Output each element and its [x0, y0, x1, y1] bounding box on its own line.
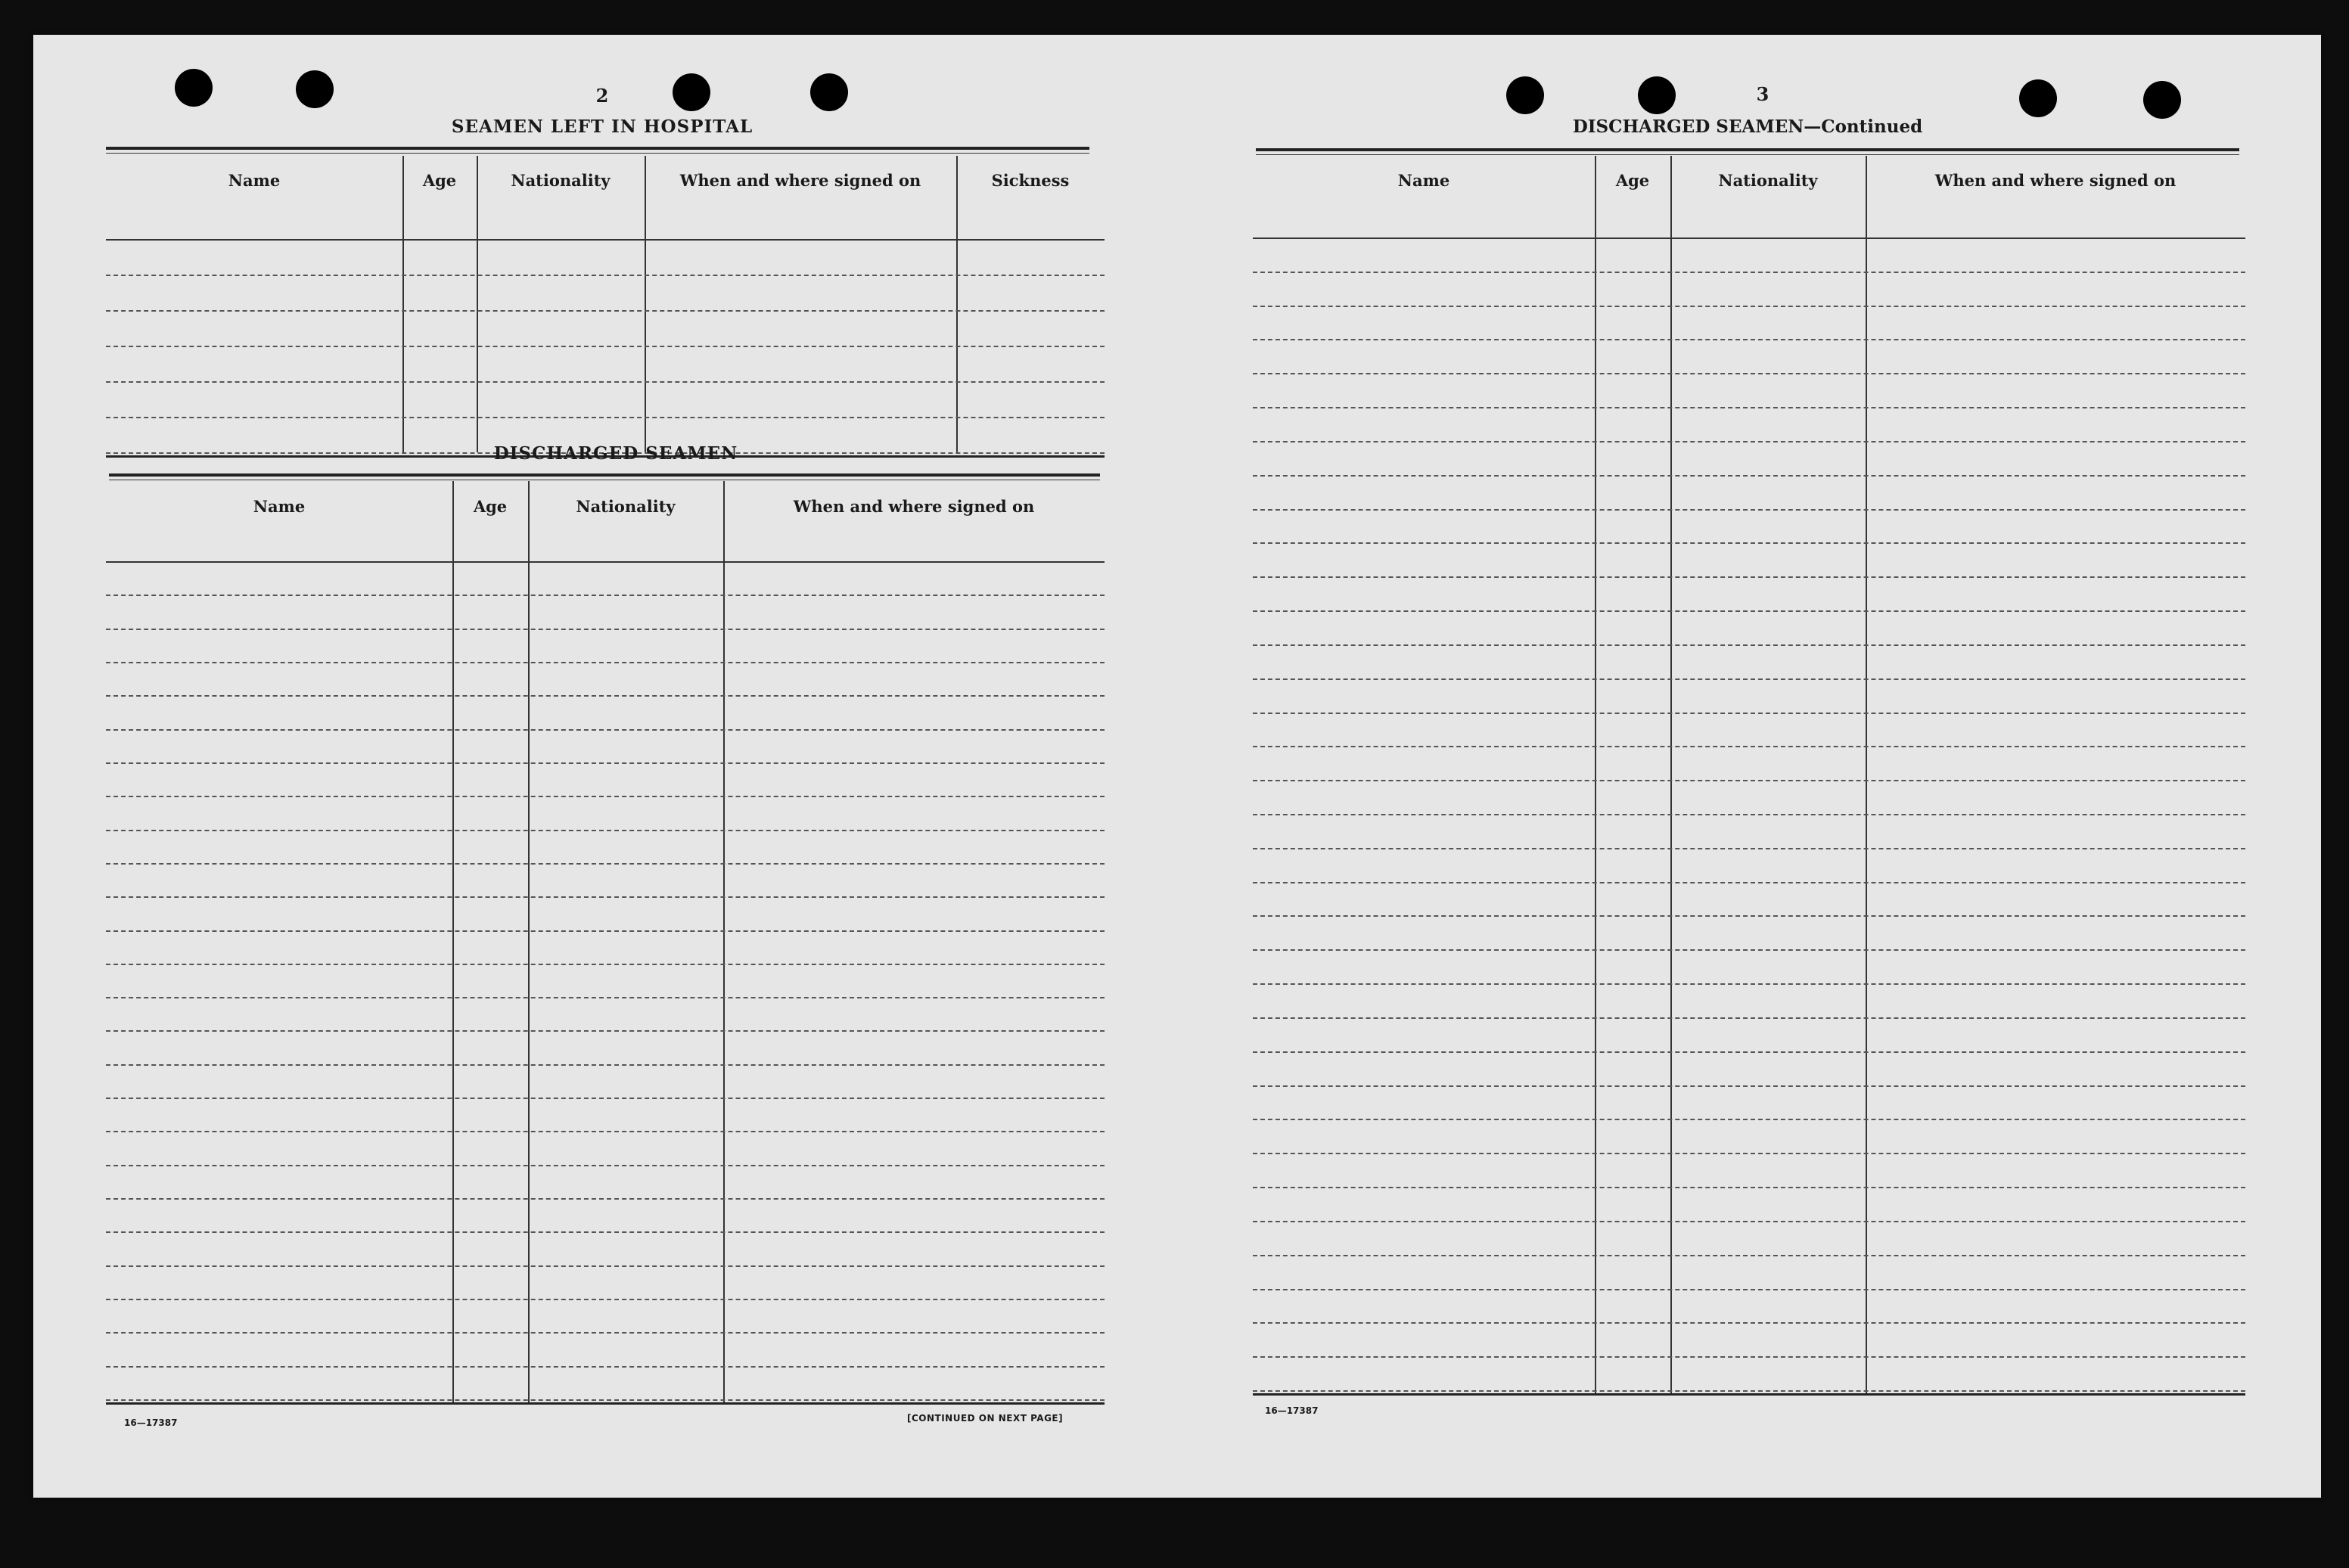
column-header-age: Age [422, 170, 457, 190]
table-row-line [106, 695, 1105, 697]
discharged-table [106, 481, 1105, 1404]
table-row-line [106, 275, 1105, 276]
table-row-line [1253, 1153, 2245, 1154]
table-row-line [106, 1064, 1105, 1066]
table-row-line [1253, 407, 2245, 408]
form-number: 16—17387 [124, 1417, 178, 1428]
punch-hole [2019, 79, 2057, 117]
discharged-continued-table [1253, 156, 2245, 1396]
table-row-line [106, 417, 1105, 418]
punch-hole [1638, 76, 1676, 114]
punch-hole [810, 73, 848, 111]
table-row-line [1253, 1051, 2245, 1053]
table-row-line [1253, 915, 2245, 917]
table-row-line [1253, 441, 2245, 442]
table-row-line [1253, 576, 2245, 578]
table-row-line [1253, 1085, 2245, 1087]
header-underline [106, 561, 1105, 563]
table-row-line [106, 762, 1105, 764]
header-rule [106, 147, 1089, 154]
table-row-line [1253, 746, 2245, 747]
table-bottom-rule [106, 1402, 1105, 1405]
column-header-nationality: Nationality [576, 496, 676, 516]
table-row-line [106, 863, 1105, 865]
table-row-line [1253, 848, 2245, 849]
table-row-line [1253, 949, 2245, 951]
column-header-when-where: When and where signed on [679, 170, 921, 190]
punch-hole [1506, 76, 1544, 114]
table-row-line [106, 1299, 1105, 1300]
table-row-line [1253, 678, 2245, 680]
table-row-line [1253, 713, 2245, 714]
table-row-line [106, 1098, 1105, 1099]
column-header-name: Name [228, 170, 281, 190]
table-row-line [1253, 272, 2245, 273]
header-rule [109, 474, 1100, 480]
header-underline [106, 239, 1105, 241]
column-header-sickness: Sickness [991, 170, 1070, 190]
column-header-nationality: Nationality [1718, 170, 1818, 190]
table-row-line [106, 346, 1105, 347]
table-row-line [1253, 780, 2245, 781]
document-sheet [33, 35, 2321, 1498]
column-header-name: Name [253, 496, 306, 516]
column-header-nationality: Nationality [511, 170, 611, 190]
page-number: 3 [1756, 83, 1770, 105]
table-row-line [106, 1030, 1105, 1032]
table-row-line [106, 381, 1105, 383]
table-row-line [1253, 1289, 2245, 1290]
table-row-line [1253, 1322, 2245, 1324]
column-header-when-where: When and where signed on [793, 496, 1035, 516]
header-underline [1253, 238, 2245, 239]
table-row-line [106, 1165, 1105, 1166]
table-row-line [106, 595, 1105, 596]
section-title-text: DISCHARGED SEAMEN [1572, 116, 1804, 137]
table-row-line [106, 964, 1105, 965]
table-row-line [106, 1198, 1105, 1200]
table-row-line [106, 930, 1105, 932]
table-row-line [1253, 1221, 2245, 1222]
section-title-hospital: SEAMEN LEFT IN HOSPITAL [451, 116, 753, 137]
column-divider [1670, 156, 1672, 1393]
column-divider [956, 156, 958, 452]
table-row-line [1253, 1187, 2245, 1188]
table-row-line [1253, 882, 2245, 883]
table-row-line [1253, 509, 2245, 511]
table-row-line [1253, 306, 2245, 307]
section-title-discharged: DISCHARGED SEAMEN [493, 443, 738, 464]
table-row-line [106, 1131, 1105, 1132]
section-title-discharged-continued [1573, 116, 1922, 137]
table-row-line [1253, 1119, 2245, 1120]
punch-hole [296, 70, 334, 108]
table-row-line [106, 1332, 1105, 1334]
column-header-when-where: When and where signed on [1934, 170, 2177, 190]
table-row-line [1253, 339, 2245, 340]
table-row-line [1253, 475, 2245, 477]
table-row-line [1253, 1390, 2245, 1392]
table-row-line [1253, 542, 2245, 544]
table-row-line [1253, 373, 2245, 374]
table-row-line [1253, 610, 2245, 612]
form-number: 16—17387 [1265, 1405, 1319, 1416]
punch-hole [673, 73, 710, 111]
column-divider [645, 156, 646, 452]
column-divider [1866, 156, 1867, 1393]
column-header-age: Age [1615, 170, 1650, 190]
table-row-line [1253, 1255, 2245, 1256]
continued-note: [CONTINUED ON NEXT PAGE] [907, 1413, 1064, 1424]
table-row-line [1253, 644, 2245, 646]
table-row-line [106, 1366, 1105, 1368]
punch-hole [2143, 81, 2181, 119]
table-row-line [106, 629, 1105, 630]
table-row-line [1253, 1356, 2245, 1358]
table-row-line [106, 310, 1105, 312]
column-divider [477, 156, 478, 452]
table-row-line [106, 896, 1105, 898]
header-rule [1256, 148, 2239, 155]
column-header-name: Name [1397, 170, 1450, 190]
table-row-line [1253, 1017, 2245, 1019]
column-header-age: Age [473, 496, 508, 516]
page-number: 2 [595, 85, 609, 107]
table-row-line [106, 796, 1105, 797]
table-row-line [106, 1265, 1105, 1267]
table-row-line [106, 729, 1105, 731]
section-title-suffix: —Continued [1804, 116, 1923, 137]
table-row-line [106, 662, 1105, 663]
table-row-line [106, 1399, 1105, 1401]
punch-hole [175, 69, 213, 107]
column-divider [402, 156, 404, 452]
table-row-line [106, 1231, 1105, 1233]
table-row-line [1253, 983, 2245, 985]
column-divider [1595, 156, 1596, 1393]
table-row-line [106, 830, 1105, 831]
table-bottom-rule [1253, 1393, 2245, 1396]
table-row-line [106, 997, 1105, 998]
table-row-line [1253, 814, 2245, 815]
hospital-table [106, 156, 1105, 457]
